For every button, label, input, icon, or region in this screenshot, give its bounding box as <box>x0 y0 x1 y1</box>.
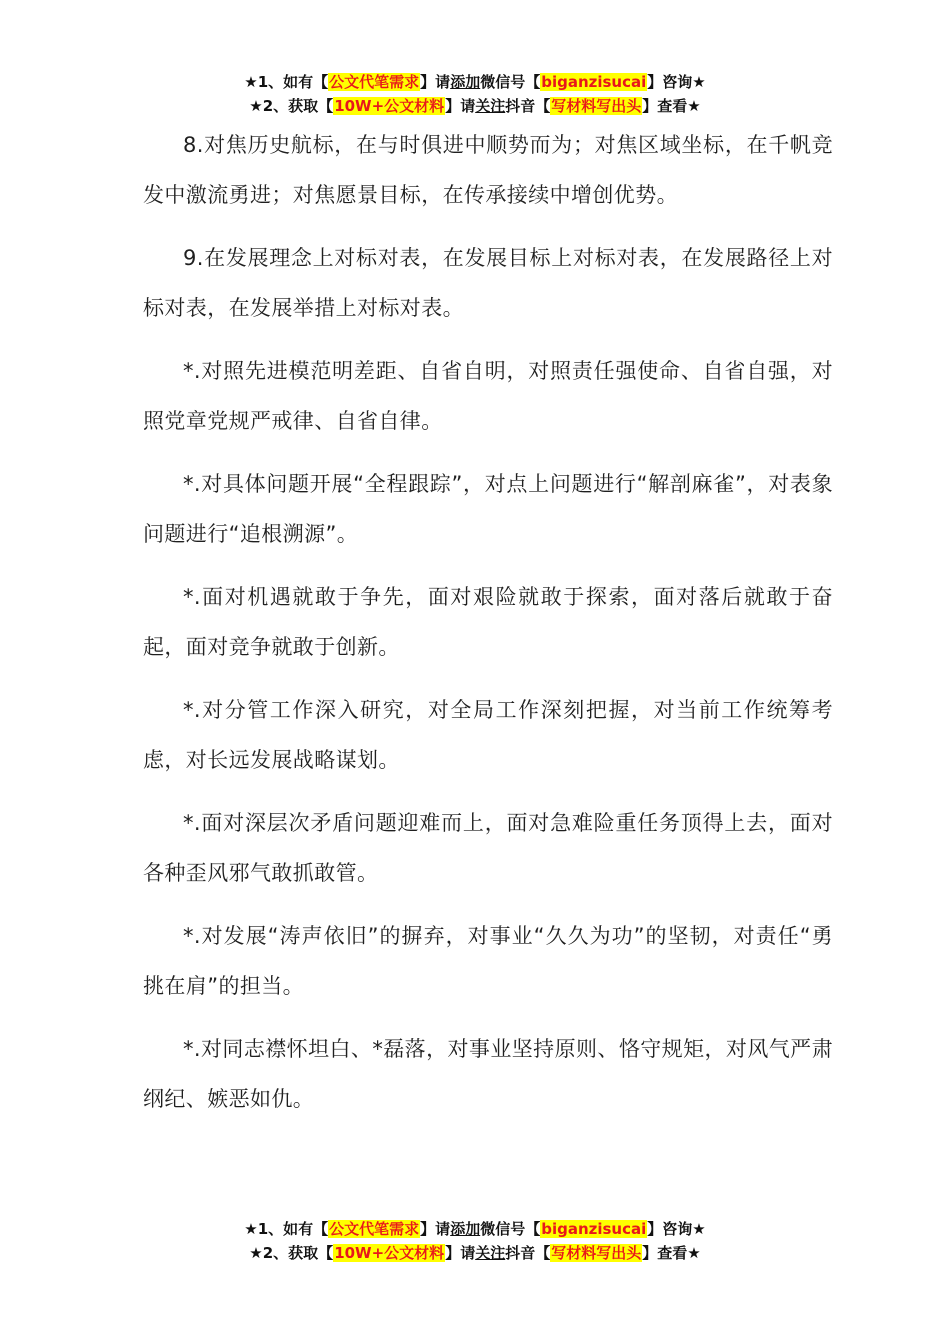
banner-text: ★2、获取【 <box>249 97 334 115</box>
banner-underlined-text: 关注 <box>475 1244 506 1262</box>
banner-line-2 <box>0 94 950 118</box>
highlight-wechat-id: biganzisucai <box>541 1220 647 1238</box>
highlight-wechat-id: biganzisucai <box>541 73 647 91</box>
highlight-materials: 10W+公文材料 <box>334 97 445 115</box>
paragraph: *.面对深层次矛盾问题迎难而上，面对急难险重任务顶得上去，面对各种歪风邪气敢抓敢管。 <box>143 811 833 885</box>
paragraph: *.对分管工作深入研究，对全局工作深刻把握，对当前工作统筹考虑，对长远发展战略谋划。 <box>143 698 833 772</box>
banner-line-1 <box>0 1217 950 1241</box>
banner-text: 】咨询★ <box>647 73 706 91</box>
banner-underlined-text: 添加 <box>450 1220 481 1238</box>
banner-underlined-text: 添加 <box>450 73 481 91</box>
banner-text: 微信号【 <box>480 73 541 91</box>
highlight-douyin-account: 写材料写出头 <box>551 1244 642 1262</box>
banner-text: 】咨询★ <box>647 1220 706 1238</box>
footer-banner <box>0 1217 950 1265</box>
paragraph: *.对同志襟怀坦白、*磊落，对事业坚持原则、恪守规矩，对风气严肃纲纪、嫉恶如仇。 <box>143 1037 833 1111</box>
paragraph: *.对具体问题开展“全程跟踪”，对点上问题进行“解剖麻雀”，对表象问题进行“追根溯源”。 <box>143 472 833 546</box>
highlight-service: 公文代笔需求 <box>329 1220 420 1238</box>
paragraph: *.面对机遇就敢于争先，面对艰险就敢于探索，面对落后就敢于奋起，面对竞争就敢于创新。 <box>143 585 833 659</box>
highlight-materials: 10W+公文材料 <box>334 1244 445 1262</box>
paragraph: *.对发展“涛声依旧”的摒弃，对事业“久久为功”的坚韧，对责任“勇挑在肩”的担当。 <box>143 924 833 998</box>
banner-line-2 <box>0 1241 950 1265</box>
banner-text: 】请 <box>445 97 476 115</box>
banner-text: 微信号【 <box>480 1220 541 1238</box>
banner-text: 抖音【 <box>505 97 551 115</box>
banner-underlined-text: 关注 <box>475 97 506 115</box>
highlight-service: 公文代笔需求 <box>329 73 420 91</box>
header-banner <box>0 70 950 118</box>
banner-text: ★1、如有【 <box>244 1220 329 1238</box>
highlight-douyin-account: 写材料写出头 <box>551 97 642 115</box>
paragraph: 9.在发展理念上对标对表，在发展目标上对标对表，在发展路径上对标对表，在发展举措上对标对表。 <box>143 246 833 320</box>
banner-text: 】查看★ <box>642 97 701 115</box>
banner-text: 抖音【 <box>505 1244 551 1262</box>
banner-line-1 <box>0 70 950 94</box>
banner-text: ★2、获取【 <box>249 1244 334 1262</box>
banner-text: 】请 <box>420 73 451 91</box>
paragraph: *.对照先进模范明差距、自省自明，对照责任强使命、自省自强，对照党章党规严戒律、自省自律。 <box>143 359 833 433</box>
banner-text: ★1、如有【 <box>244 73 329 91</box>
paragraph: 8.对焦历史航标，在与时俱进中顺势而为；对焦区域坐标，在千帆竞发中激流勇进；对焦愿景目标，在传承接续中增创优势。 <box>143 133 833 207</box>
document-body <box>143 120 833 1137</box>
banner-text: 】查看★ <box>642 1244 701 1262</box>
banner-text: 】请 <box>420 1220 451 1238</box>
banner-text: 】请 <box>445 1244 476 1262</box>
